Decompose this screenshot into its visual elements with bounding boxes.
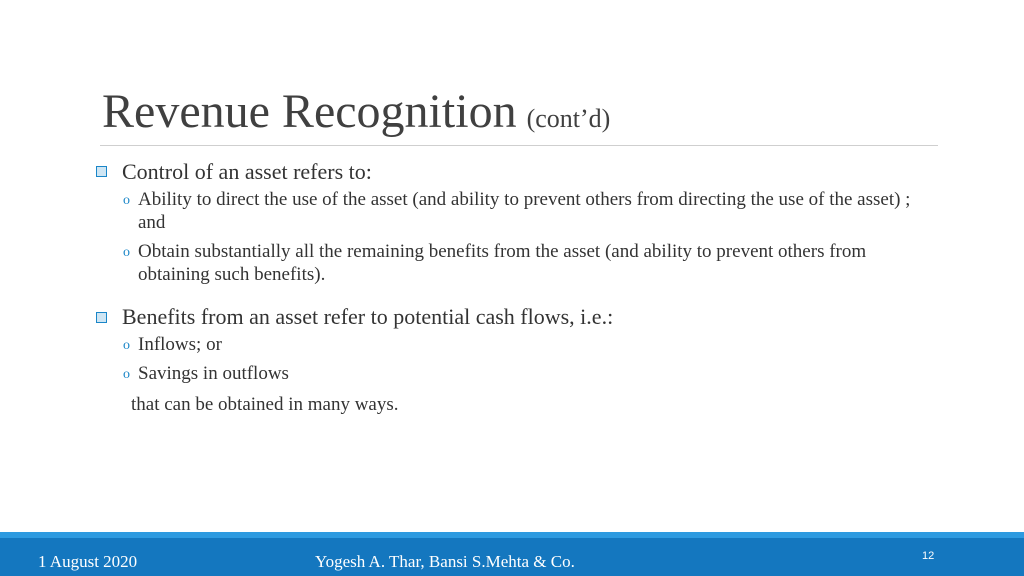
sub-item-inflows: Inflows; or xyxy=(138,334,222,355)
page-number: 12 xyxy=(922,550,935,562)
sub-item-direct-use: Ability to direct the use of the asset (and ability to prevent others from directing the use of the asset) ; and xyxy=(138,189,911,233)
sub-bullet-marker: o xyxy=(123,338,130,353)
footer-date: 1 August 2020 xyxy=(38,552,138,571)
bullet-control: Control of an asset refers to: xyxy=(122,159,372,184)
slide-title xyxy=(102,82,610,149)
bullet-benefits: Benefits from an asset refer to potential cash flows, i.e.: xyxy=(122,304,614,329)
sub-item-obtain-benefits: Obtain substantially all the remaining benefits from the asset (and ability to prevent others from obtaining such benefits). xyxy=(138,241,867,285)
footer-author: Yogesh A. Thar, Bansi S.Mehta & Co. xyxy=(315,552,575,571)
title-main: Revenue Recognition xyxy=(102,85,517,138)
square-bullet-icon xyxy=(96,312,107,323)
sub-bullet-marker: o xyxy=(123,245,130,260)
footer-bar xyxy=(0,538,1024,576)
sub-bullet-marker: o xyxy=(123,367,130,382)
sub-item-savings: Savings in outflows xyxy=(138,363,289,384)
sub-bullet-marker: o xyxy=(123,193,130,208)
title-suffix: (cont’d) xyxy=(526,104,611,133)
trailing-text: that can be obtained in many ways. xyxy=(131,394,399,415)
title-divider xyxy=(100,145,938,146)
square-bullet-icon xyxy=(96,166,107,177)
